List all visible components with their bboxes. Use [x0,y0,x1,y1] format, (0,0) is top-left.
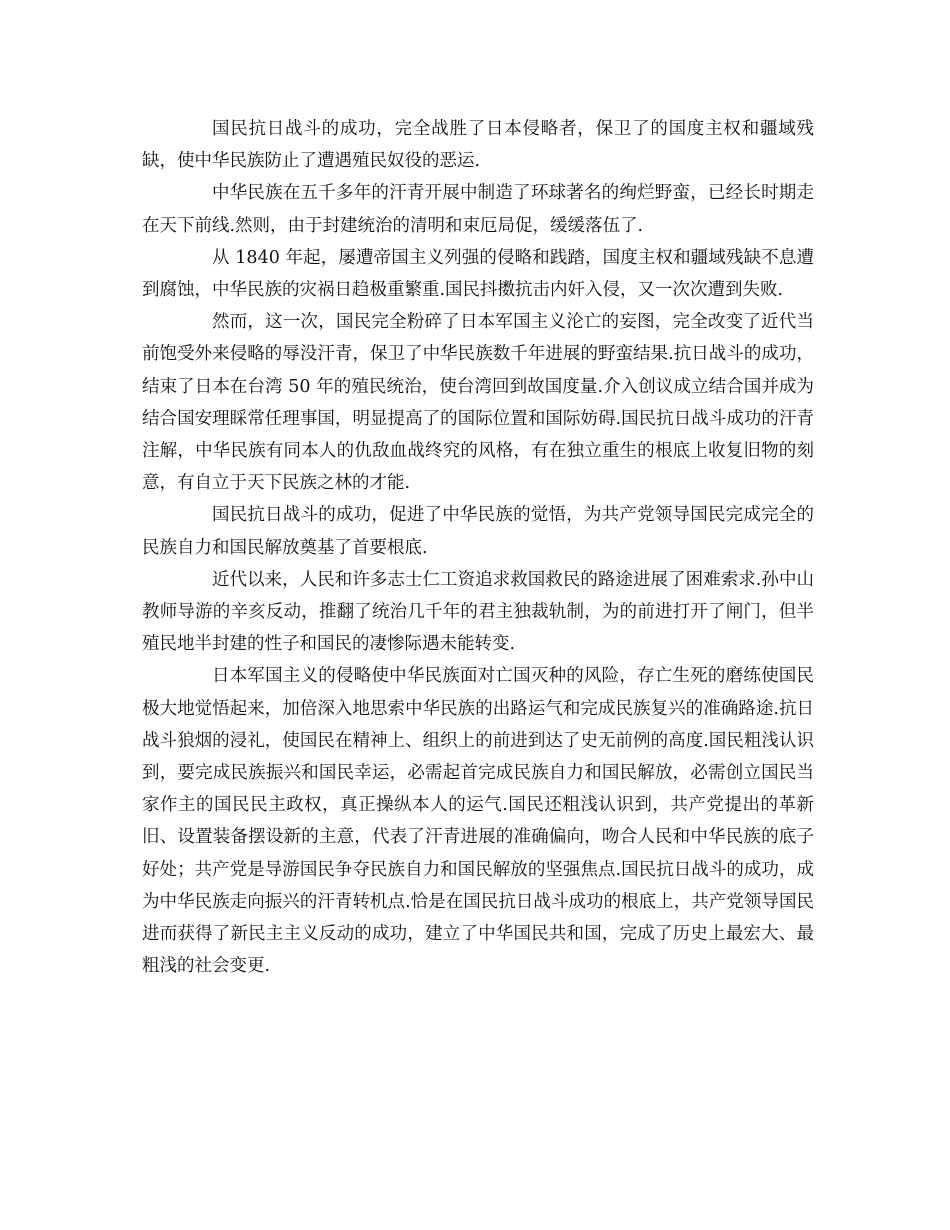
paragraph: 中华民族在五千多年的汗青开展中制造了环球著名的绚烂野蛮，已经长时期走在天下前线.然则，由于封建统治的清明和束厄局促，缓缓落伍了. [142,183,814,236]
paragraph: 日本军国主义的侵略使中华民族面对亡国灭种的风险，存亡生死的磨练使国民极大地觉悟起来，加倍深入地思索中华民族的出路运气和完成民族复兴的准确路途.抗日战斗狼烟的浸礼，使国民在精神上、组织上的前进到达了史无前例的高度.国民粗浅认识到，要完成民族振兴和国民幸运，必需起首完成民族自力和国民解放，必需创立国民当家作主的国民民主政权，真正操纵本人的运气.国民还粗浅认识到，共产党提出的革新旧、设置装备摆设新的主意，代表了汗青进展的准确偏向，吻合人民和中华民族的底子好处；共产党是导游国民争夺民族自力和国民解放的坚强焦点.国民抗日战斗的成功，成为中华民族走向振兴的汗青转机点.恰是在国民抗日战斗成功的根底上，共产党领导国民进而获得了新民主主义反动的成功，建立了中华国民共和国，完成了历史上最宏大、最粗浅的社会变更. [142,666,814,977]
paragraph: 国民抗日战斗的成功，促进了中华民族的觉悟，为共产党领导国民完成完全的民族自力和国民解放奠基了首要根底. [142,505,814,558]
document-page [142,113,814,982]
paragraph: 国民抗日战斗的成功，完全战胜了日本侵略者，保卫了的国度主权和疆域残缺，使中华民族防止了遭遇殖民奴役的恶运. [142,119,814,172]
paragraph: 从 1840 年起，屡遭帝国主义列强的侵略和践踏，国度主权和疆域残缺不息遭到腐蚀，中华民族的灾祸日趋极重繁重.国民抖擞抗击内奸入侵，又一次次遭到失败. [142,247,814,301]
paragraph: 近代以来，人民和许多志士仁工资追求救国救民的路途进展了困难索求.孙中山教师导游的辛亥反动，推翻了统治几千年的君主独裁轨制，为的前进打开了闸门，但半殖民地半封建的性子和国民的凄惨际遇未能转变. [142,569,814,655]
paragraph: 然而，这一次，国民完全粉碎了日本军国主义沦亡的妄图，完全改变了近代当前饱受外来侵略的辱没汗青，保卫了中华民族数千年进展的野蛮结果.抗日战斗的成功，结束了日本在台湾 50 年的殖民统治，使台湾回到故国度量.介入创议成立结合国并成为结合国安理睬常任理事国，明显提高了的国际位置和国际妨碍.国民抗日战斗成功的汗青注解，中华民族有同本人的仇敌血战终究的风格，有在独立重生的根底上收复旧物的刻意，有自立于天下民族之林的才能. [142,312,814,494]
